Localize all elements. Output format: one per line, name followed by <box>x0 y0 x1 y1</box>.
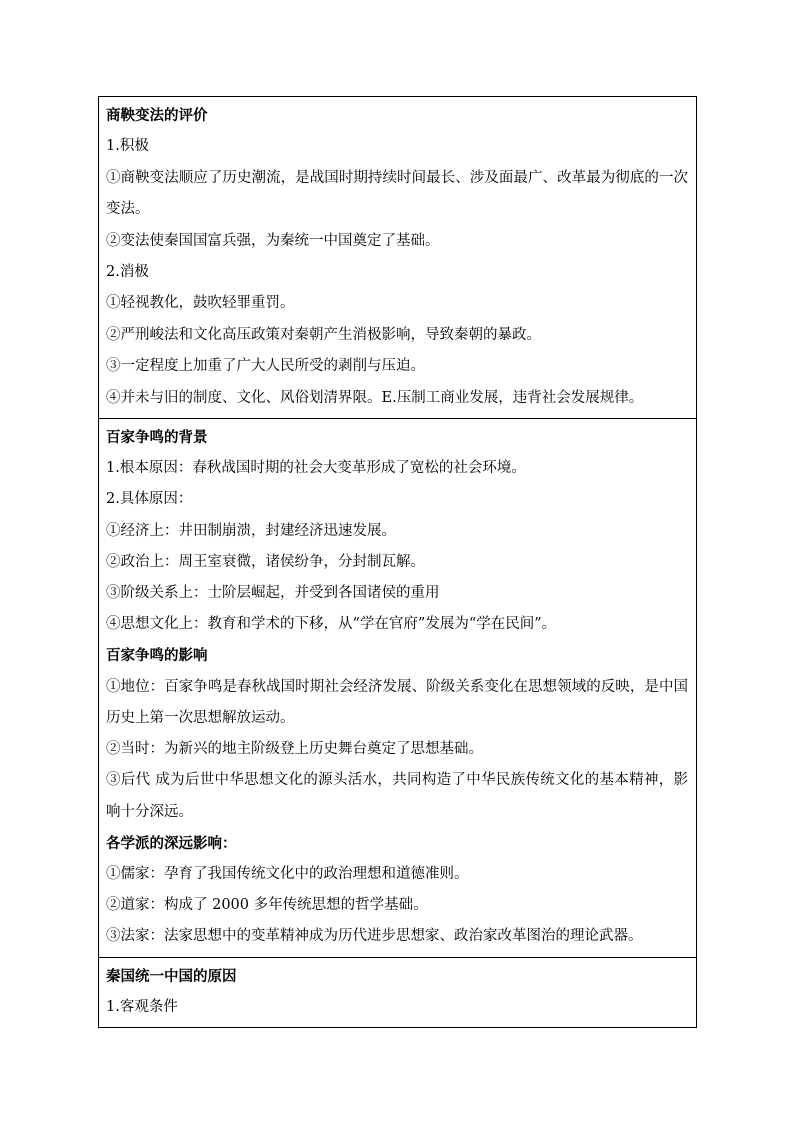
section-heading: 百家争鸣的背景 <box>106 429 208 447</box>
table-row <box>99 97 697 419</box>
text-line: 1.积极 <box>106 138 149 155</box>
text-line: 2.消极 <box>106 264 149 281</box>
text-line: ③一定程度上加重了广大人民所受的剥削与压迫。 <box>106 358 425 375</box>
text-line: 1.根本原因：春秋战国时期的社会大变革形成了宽松的社会环境。 <box>106 460 526 477</box>
text-line: 2.具体原因： <box>106 491 193 508</box>
section-heading: 商鞅变法的评价 <box>106 107 208 124</box>
text-line: ①地位：百家争鸣是春秋战国时期社会经济发展、阶级关系变化在思想领域的反映，是中国历史上第一次思想解放运动。 <box>106 678 688 726</box>
section-qin-unification <box>99 957 697 1027</box>
text-line: ①经济上：井田制崩溃，封建经济迅速发展。 <box>106 522 396 539</box>
section-heading: 百家争鸣的影响 <box>106 647 208 665</box>
section-heading: 各学派的深远影响： <box>106 834 237 852</box>
table-row <box>99 957 697 1027</box>
section-heading: 秦国统一中国的原因 <box>106 967 237 985</box>
text-line: 1.客观条件 <box>106 998 178 1015</box>
text-line: ①轻视教化，鼓吹轻罪重罚。 <box>106 295 295 312</box>
text-line: ②道家：构成了 2000 多年传统思想的哲学基础。 <box>106 897 428 914</box>
text-line: ②政治上：周王室衰微，诸侯纷争，分封制瓦解。 <box>106 553 425 570</box>
text-line: ②变法使秦国国富兵强，为秦统一中国奠定了基础。 <box>106 232 440 249</box>
text-line: ④并未与旧的制度、文化、风俗划清界限。E.压制工商业发展，违背社会发展规律。 <box>106 389 644 406</box>
section-shang-yang-reform <box>99 97 697 419</box>
notes-table <box>98 96 697 1028</box>
text-line: ②当时：为新兴的地主阶级登上历史舞台奠定了思想基础。 <box>106 741 483 758</box>
text-line: ①儒家：孕育了我国传统文化中的政治理想和道德准则。 <box>106 865 469 882</box>
section-hundred-schools <box>99 419 697 957</box>
text-line: ③后代 成为后世中华思想文化的源头活水，共同构造了中华民族传统文化的基本精神，影响十分深远。 <box>106 772 688 820</box>
table-row <box>99 419 697 957</box>
text-line: ①商鞅变法顺应了历史潮流，是战国时期持续时间最长、涉及面最广、改革最为彻底的一次变法。 <box>106 169 688 218</box>
text-line: ③法家：法家思想中的变革精神成为历代进步思想家、政治家改革图治的理论武器。 <box>106 928 643 945</box>
text-line: ②严刑峻法和文化高压政策对秦朝产生消极影响，导致秦朝的暴政。 <box>106 326 541 343</box>
text-line: ④思想文化上：教育和学术的下移，从“学在官府”发展为“学在民间”。 <box>106 616 557 633</box>
text-line: ③阶级关系上：士阶层崛起，并受到各国诸侯的重用 <box>106 585 440 602</box>
